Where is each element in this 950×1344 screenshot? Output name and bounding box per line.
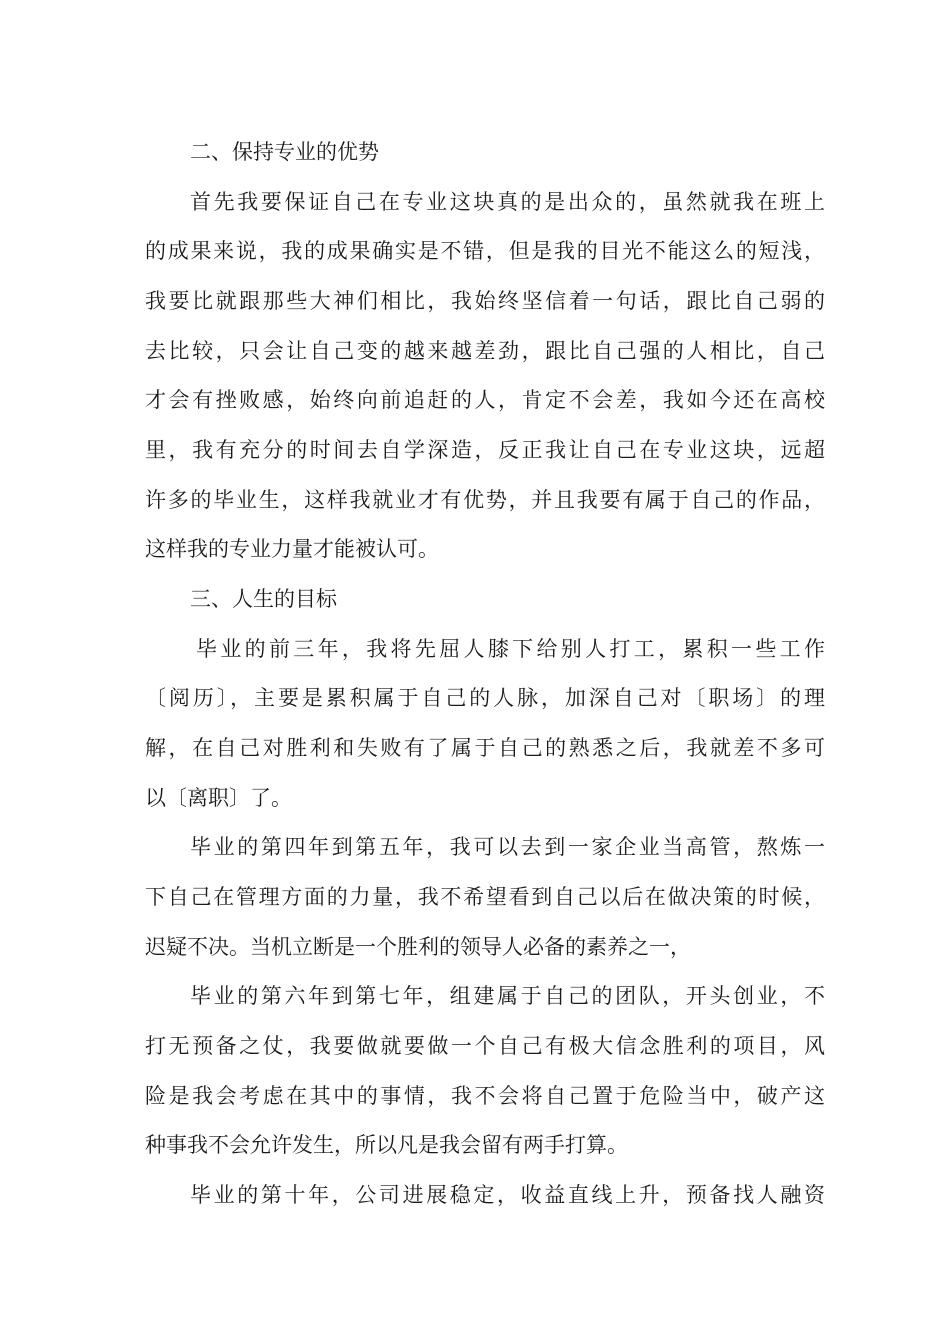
paragraph-line: 才会有挫败感，始终向前追赶的人，肯定不会差，我如今还在高校 [145, 388, 825, 412]
paragraph-line: 迟疑不决。当机立断是一个胜利的领导人必备的素养之一， [145, 935, 691, 959]
paragraph-line: 以〔离职〕了。 [145, 786, 292, 810]
paragraph-line: 险是我会考虑在其中的事情，我不会将自己置于危险当中，破产这 [145, 1084, 825, 1108]
paragraph-line: 毕业的第十年，公司进展稳定，收益直线上升，预备找人融资 [190, 1183, 825, 1207]
paragraph-line: 毕业的第六年到第七年，组建属于自己的团队，开头创业，不 [190, 984, 825, 1008]
paragraph-line: 种事我不会允许发生，所以凡是我会留有两手打算。 [145, 1133, 628, 1157]
paragraph-line: 毕业的前三年，我将先屈人膝下给别人打工，累积一些工作 [196, 637, 825, 661]
paragraph-line: 〔阅历〕，主要是累积属于自己的人脉，加深自己对〔职场〕的理 [145, 686, 825, 710]
paragraph-line: 毕业的第四年到第五年，我可以去到一家企业当高管，熬炼一 [190, 835, 825, 859]
paragraph-line: 解，在自己对胜利和失败有了属于自己的熟悉之后，我就差不多可 [145, 736, 825, 760]
paragraph-line: 去比较，只会让自己变的越来越差劲，跟比自己强的人相比，自己 [145, 339, 825, 363]
section-heading-professional-advantage: 二、保持专业的优势 [190, 140, 379, 164]
paragraph-line: 这样我的专业力量才能被认可。 [145, 537, 439, 561]
paragraph-line: 首先我要保证自己在专业这块真的是出众的，虽然就我在班上 [190, 190, 825, 214]
paragraph-line: 我要比就跟那些大神们相比，我始终坚信着一句话，跟比自己弱的 [145, 289, 825, 313]
paragraph-line: 许多的毕业生，这样我就业才有优势，并且我要有属于自己的作品， [145, 488, 825, 512]
paragraph-line: 下自己在管理方面的力量，我不希望看到自己以后在做决策的时候， [145, 885, 825, 909]
paragraph-line: 的成果来说，我的成果确实是不错，但是我的目光不能这么的短浅， [145, 239, 825, 263]
paragraph-line: 打无预备之仗，我要做就要做一个自己有极大信念胜利的项目，风 [145, 1034, 825, 1058]
section-heading-life-goals: 三、人生的目标 [190, 587, 337, 611]
paragraph-line: 里，我有充分的时间去自学深造，反正我让自己在专业这块，远超 [145, 438, 825, 462]
